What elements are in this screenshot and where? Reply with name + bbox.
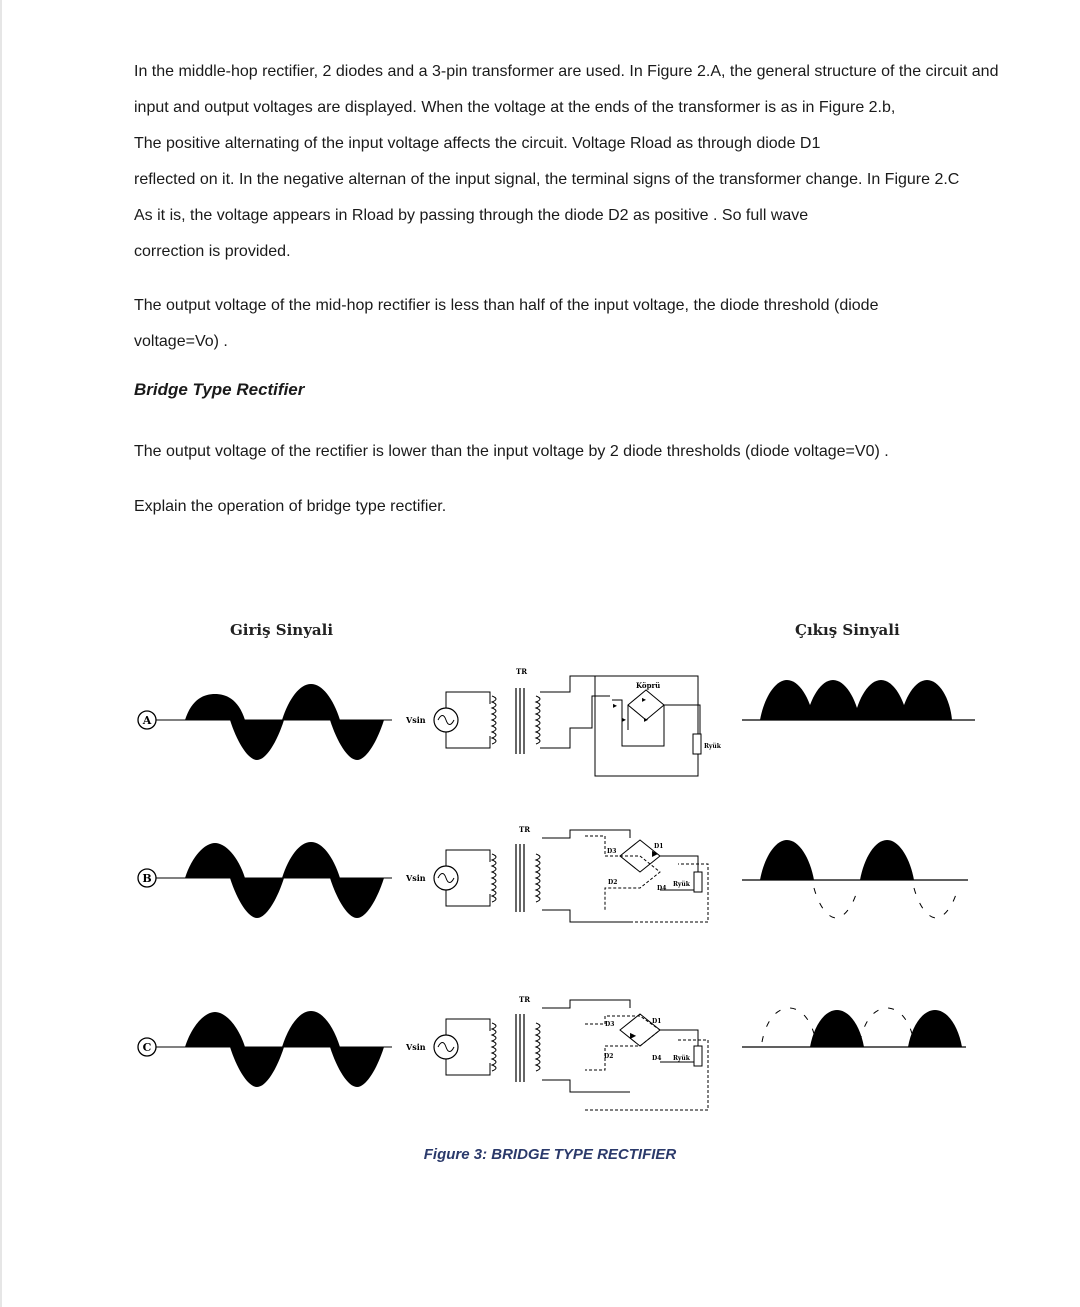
diode-label-d2: D2: [608, 879, 618, 886]
source-label: Vsin: [406, 873, 426, 883]
input-wave-positive: [282, 684, 340, 720]
diode-label-d4: D4: [652, 1055, 662, 1062]
input-wave-negative: [330, 1047, 384, 1087]
output-signal-title: Çıkış Sinyali: [795, 621, 900, 639]
text-line: correction is provided.: [134, 243, 291, 260]
figure-caption: Figure 3: BRIDGE TYPE RECTIFIER: [423, 1146, 677, 1163]
bridge-label: Köprü: [636, 681, 661, 690]
paragraph-question: Explain the operation of bridge type rectifier.: [134, 498, 447, 515]
output-pulse: [806, 680, 860, 720]
input-wave-positive: [185, 843, 245, 878]
section-heading: Bridge Type Rectifier: [134, 380, 305, 399]
paragraph-output-voltage: [134, 288, 1004, 360]
source-label: Vsin: [406, 715, 426, 725]
paragraph-middle-hop-rectifier: [134, 54, 1004, 270]
load-resistor: [694, 872, 702, 892]
diode-icon: ▶: [652, 849, 659, 858]
input-wave-negative: [230, 1047, 284, 1087]
output-pulse: [760, 840, 814, 880]
row-b: [138, 825, 968, 922]
input-wave-negative: [330, 720, 384, 760]
diode-label-d1: D1: [652, 1018, 662, 1025]
output-dashed-half: [814, 888, 858, 918]
transformer-label: TR: [519, 825, 531, 834]
input-signal-title: Giriş Sinyali: [230, 621, 334, 639]
text-line: The positive alternating of the input voltage affects the circuit. Voltage Rload as through diode D1: [134, 135, 821, 152]
diode-icon: ▸: [644, 715, 649, 724]
load-label: Ryük: [673, 881, 690, 888]
diode-icon: ▶: [630, 1031, 637, 1040]
row-label: C: [142, 1041, 152, 1054]
row-a: [138, 667, 975, 776]
input-wave-positive: [282, 1011, 340, 1047]
diode-label-d1: D1: [654, 843, 664, 850]
text-line: input and output voltages are displayed. When the voltage at the ends of the transformer is as in Figure 2.b,: [134, 99, 896, 116]
text-line: voltage=Vo) .: [134, 333, 228, 350]
diode-label-d3: D3: [607, 848, 617, 855]
output-dashed-half: [914, 888, 958, 918]
input-wave-positive: [185, 694, 245, 720]
input-wave-positive: [185, 1012, 245, 1047]
output-pulse: [900, 680, 952, 720]
load-resistor: [693, 734, 701, 754]
output-dashed-half: [762, 1008, 816, 1042]
diode-icon: ▸: [642, 695, 647, 704]
output-pulse: [810, 1010, 864, 1047]
diode-icon: ▸: [613, 701, 618, 710]
diode-label-d2: D2: [604, 1053, 614, 1060]
output-dashed-half: [860, 1008, 914, 1042]
text-line: The output voltage of the mid-hop rectifier is less than half of the input voltage, the diode threshold (diode: [134, 297, 879, 314]
output-pulse: [854, 680, 908, 720]
input-wave-negative: [230, 720, 284, 760]
page-edge: [0, 0, 2, 1307]
load-label: Ryük: [673, 1055, 690, 1062]
diode-label-d4: D4: [657, 885, 667, 892]
transformer-label: TR: [516, 667, 528, 676]
transformer-label: TR: [519, 995, 531, 1004]
diode-label-d3: D3: [605, 1021, 615, 1028]
load-label: Ryük: [704, 743, 721, 750]
input-wave-positive: [282, 842, 340, 878]
load-resistor: [694, 1046, 702, 1066]
figure-svg: [130, 610, 990, 1130]
output-pulse: [908, 1010, 962, 1047]
text-line: As it is, the voltage appears in Rload by passing through the diode D2 as positive . So full wave: [134, 207, 809, 224]
diode-icon: ▸: [622, 715, 627, 724]
row-label: B: [142, 872, 152, 885]
output-pulse: [860, 840, 914, 880]
text-line: reflected on it. In the negative alternan of the input signal, the terminal signs of the transformer change. In Figure 2.C: [134, 171, 960, 188]
input-wave-negative: [230, 878, 284, 918]
paragraph-bridge-output: The output voltage of the rectifier is lower than the input voltage by 2 diode thresholds (diode voltage=V0) .: [134, 443, 889, 460]
primary-coil: [492, 696, 496, 744]
row-c: [138, 995, 966, 1110]
row-label: A: [142, 714, 152, 727]
input-wave-negative: [330, 878, 384, 918]
source-label: Vsin: [406, 1042, 426, 1052]
output-pulse: [760, 680, 814, 720]
text-line: In the middle-hop rectifier, 2 diodes and a 3-pin transformer are used. In Figure 2.A, the general structure of the circuit and: [134, 63, 999, 80]
bridge-rectifier-figure: [130, 610, 990, 1130]
